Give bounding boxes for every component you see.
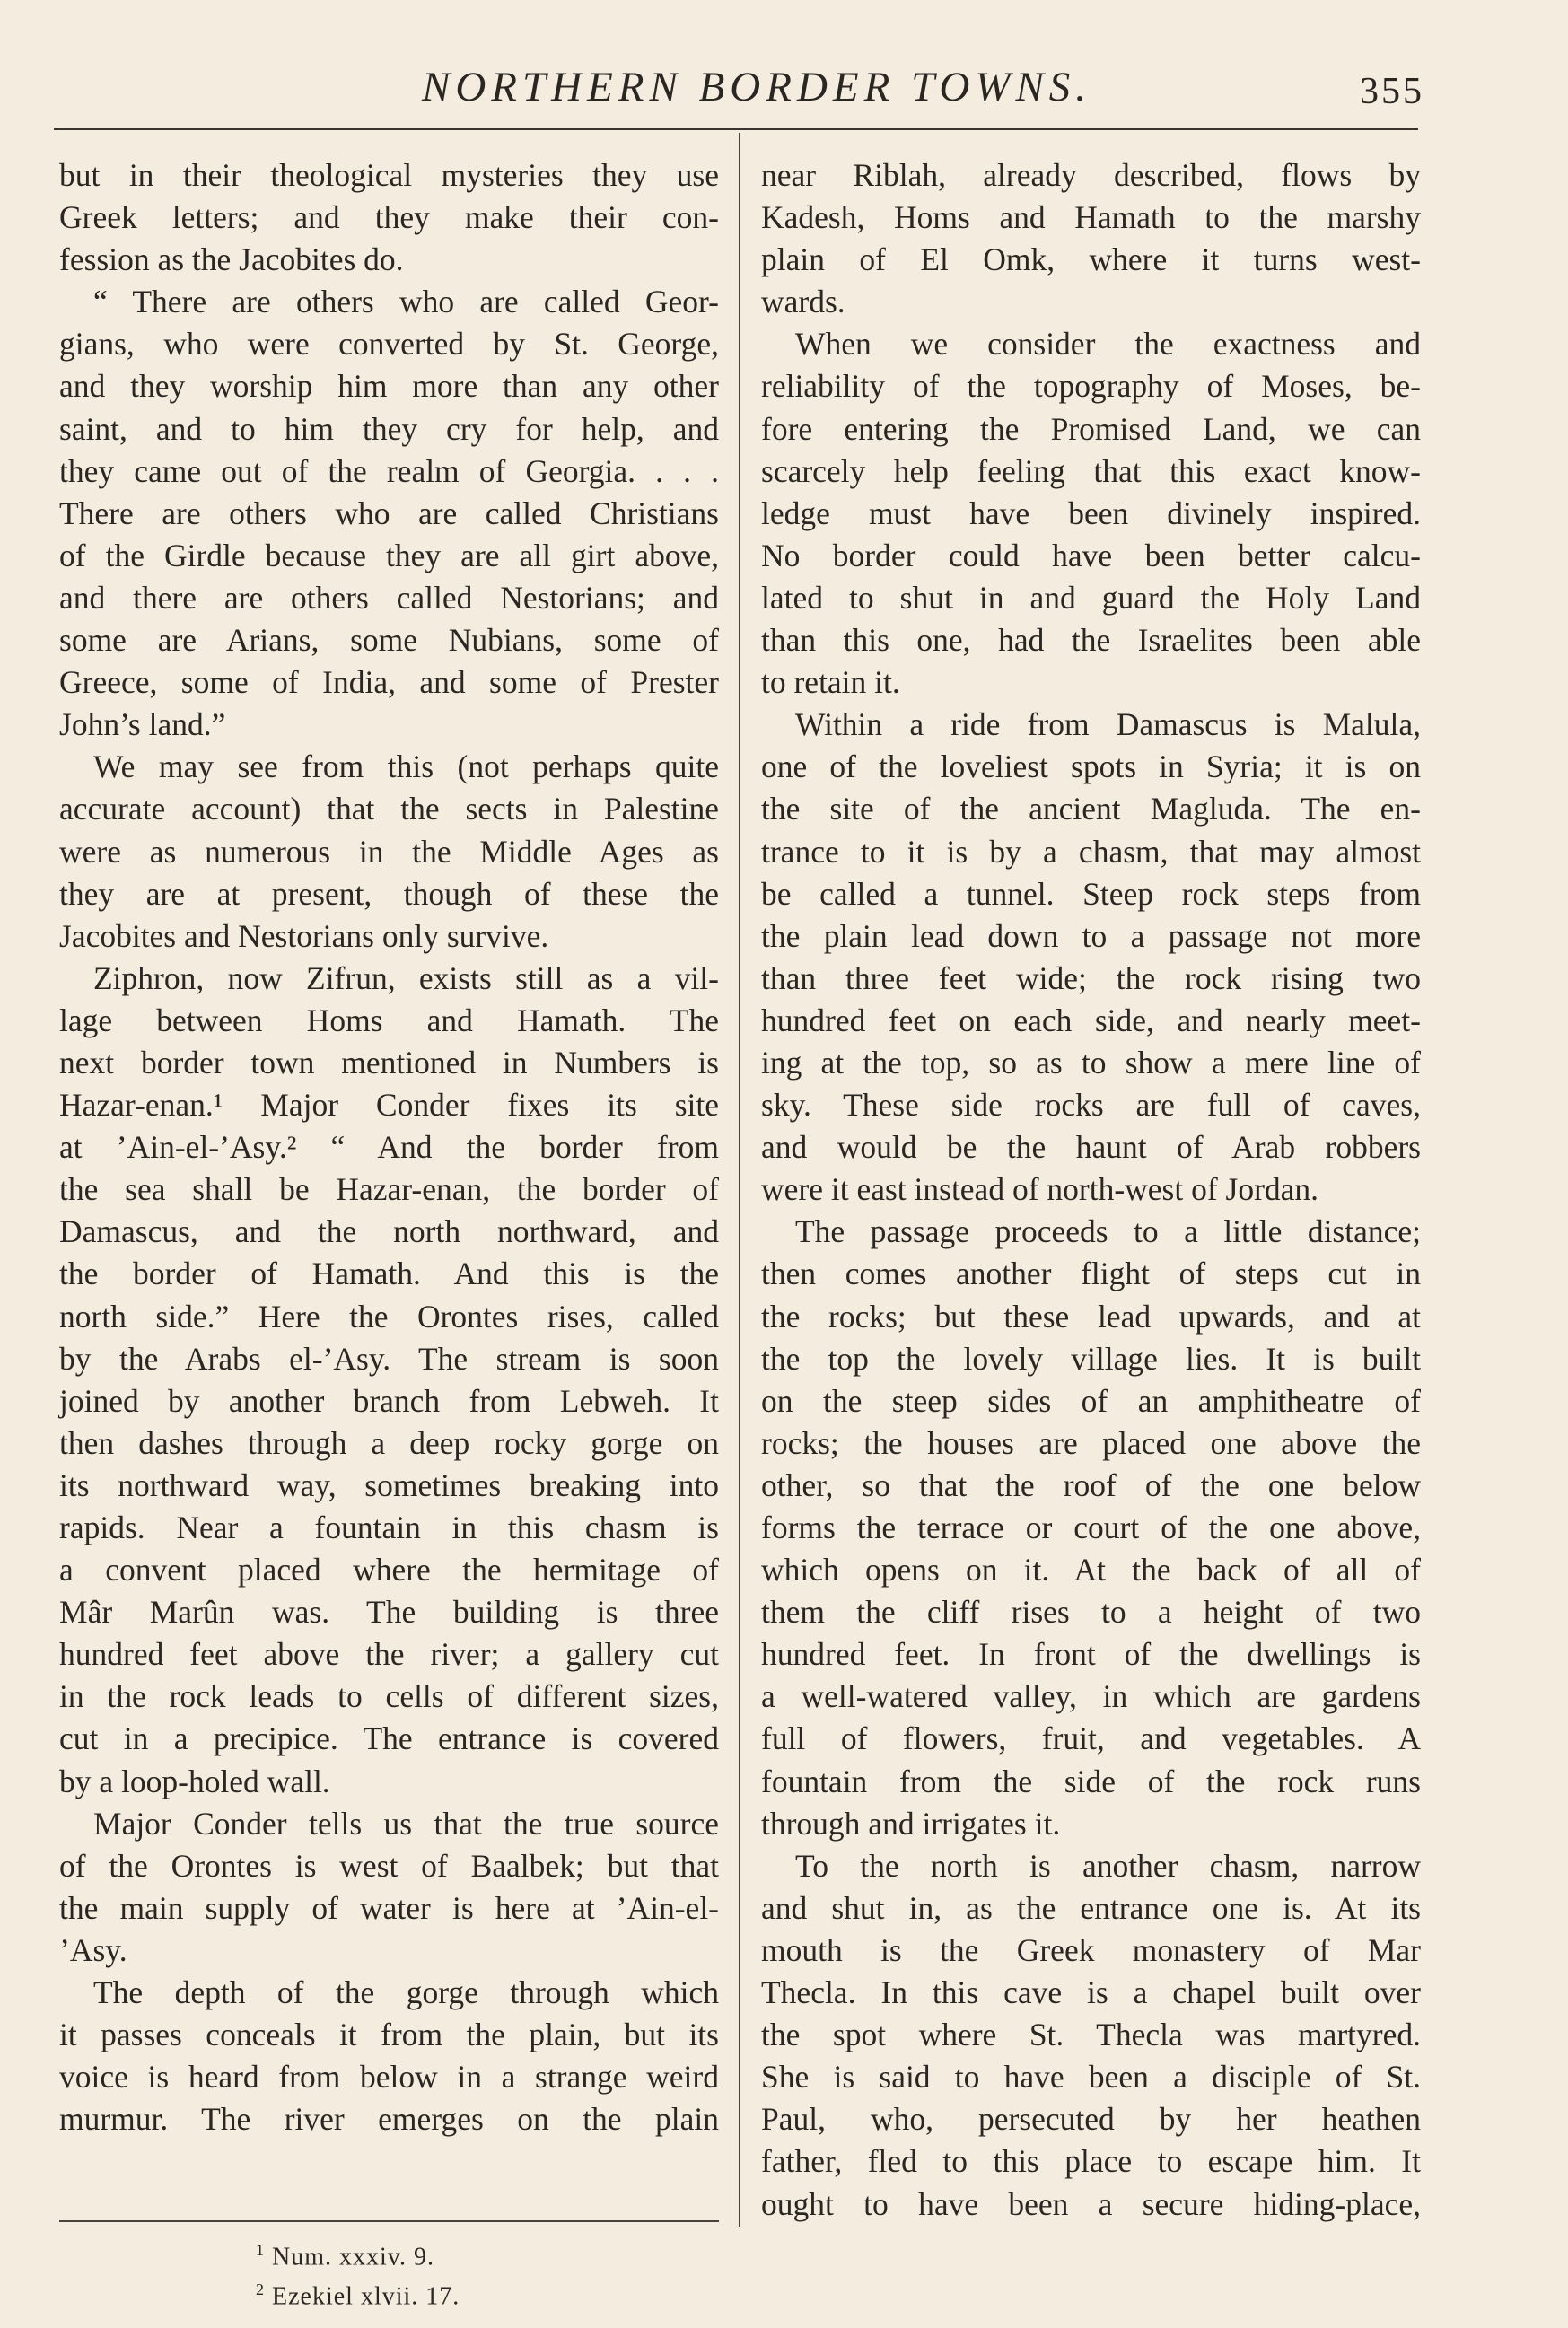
text-line: be called a tunnel. Steep rock steps from: [761, 875, 1421, 912]
text-line: hundred feet above the river; a gallery cut: [59, 1636, 719, 1673]
text-line: the site of the ancient Magluda. The en-: [761, 791, 1421, 827]
text-line: ought to have been a secure hiding-place,: [761, 2185, 1421, 2222]
text-line: of the Girdle because they are all girt above,: [59, 537, 719, 573]
footnote-mark: 2: [256, 2280, 265, 2299]
text-line: a well-watered valley, in which are gardens: [761, 1678, 1421, 1715]
running-head: [0, 63, 1568, 117]
text-line: some are Arians, some Nubians, some of: [59, 622, 719, 659]
text-line: joined by another branch from Lebweh. It: [59, 1382, 719, 1419]
text-line: mouth is the Greek monastery of Mar: [761, 1931, 1421, 1968]
footnote: [256, 2273, 705, 2313]
footnotes: [256, 2234, 705, 2314]
text-line: Greek letters; and they make their con-: [59, 199, 719, 236]
text-line: Greece, some of India, and some of Prester: [59, 664, 719, 701]
text-line: Within a ride from Damascus is Malula,: [795, 706, 1421, 743]
text-line: full of flowers, fruit, and vegetables. A: [761, 1720, 1421, 1757]
footnote-mark: 1: [256, 2241, 265, 2259]
text-line: John’s land.”: [59, 706, 226, 743]
text-line: reliability of the topography of Moses, be-: [761, 368, 1421, 405]
text-line: at ’Ain-el-’Asy.² “ And the border from: [59, 1129, 719, 1166]
text-line: fountain from the side of the rock runs: [761, 1763, 1421, 1799]
text-line: Thecla. In this cave is a chapel built over: [761, 1974, 1421, 2011]
text-line: wards.: [761, 284, 845, 320]
text-line: the spot where St. Thecla was martyred.: [761, 2017, 1421, 2053]
column-divider: [739, 133, 740, 2227]
page-title: NORTHERN BORDER TOWNS.: [422, 64, 1092, 110]
text-line: ledge must have been divinely inspired.: [761, 494, 1421, 531]
text-line: Jacobites and Nestorians only survive.: [59, 917, 549, 954]
text-line: No border could have been better calcu-: [761, 537, 1421, 573]
text-line: but in their theological mysteries they use: [59, 157, 719, 193]
footnote: [256, 2234, 705, 2273]
text-line: the border of Hamath. And this is the: [59, 1256, 719, 1292]
text-line: trance to it is by a chasm, that may almost: [761, 833, 1421, 870]
right-column: [761, 154, 1421, 2226]
text-line: north side.” Here the Orontes rises, called: [59, 1298, 719, 1335]
text-line: near Riblah, already described, flows by: [761, 157, 1421, 193]
text-line: the top the lovely village lies. It is built: [761, 1340, 1421, 1377]
text-line: than this one, had the Israelites been able: [761, 622, 1421, 659]
text-line: fession as the Jacobites do.: [59, 241, 404, 278]
left-column: [59, 154, 719, 2140]
text-line: The passage proceeds to a little distance;: [795, 1213, 1421, 1250]
text-line: Paul, who, persecuted by her heathen: [761, 2101, 1421, 2138]
text-line: forms the terrace or court of the one above,: [761, 1510, 1421, 1545]
text-line: Major Conder tells us that the true source: [93, 1805, 719, 1842]
text-line: which opens on it. At the back of all of: [761, 1552, 1421, 1588]
text-line: We may see from this (not perhaps quite: [93, 748, 719, 785]
footnote-text: Ezekiel xlvii. 17.: [272, 2282, 460, 2311]
text-line: then comes another flight of steps cut in: [761, 1256, 1421, 1292]
text-line: and would be the haunt of Arab robbers: [761, 1129, 1421, 1166]
text-line: the plain lead down to a passage not more: [761, 917, 1421, 954]
text-line: “ There are others who are called Geor-: [93, 284, 719, 320]
text-line: to retain it.: [761, 664, 900, 701]
text-line: To the north is another chasm, narrow: [795, 1847, 1421, 1884]
text-line: Kadesh, Homs and Hamath to the marshy: [761, 199, 1421, 236]
text-line: by the Arabs el-’Asy. The stream is soon: [59, 1340, 719, 1377]
text-line: cut in a precipice. The entrance is covered: [59, 1720, 719, 1757]
text-line: were as numerous in the Middle Ages as: [59, 833, 719, 870]
page-number: 355: [1360, 71, 1424, 112]
text-line: and there are others called Nestorians; and: [59, 579, 719, 616]
text-line: There are others who are called Christians: [59, 494, 719, 531]
text-line: Mâr Marûn was. The building is three: [59, 1594, 719, 1631]
text-line: lated to shut in and guard the Holy Land: [761, 579, 1421, 616]
footnote-rule: [59, 2220, 719, 2222]
text-line: on the steep sides of an amphitheatre of: [761, 1382, 1421, 1419]
text-line: next border town mentioned in Numbers is: [59, 1044, 719, 1081]
text-line: lage between Homs and Hamath. The: [59, 1002, 719, 1038]
text-line: plain of El Omk, where it turns west-: [761, 241, 1421, 278]
text-line: other, so that the roof of the one below: [761, 1466, 1421, 1503]
footnote-text: Num. xxxiv. 9.: [272, 2243, 434, 2271]
text-line: through and irrigates it.: [761, 1805, 1061, 1842]
text-line: gians, who were converted by St. George,: [59, 326, 719, 363]
text-line: rocks; the houses are placed one above the: [761, 1424, 1421, 1461]
text-line: the sea shall be Hazar-enan, the border of: [59, 1171, 719, 1208]
text-line: saint, and to him they cry for help, and: [59, 410, 719, 447]
text-line: Ziphron, now Zifrun, exists still as a vil-: [93, 959, 719, 996]
text-line: rapids. Near a fountain in this chasm is: [59, 1510, 719, 1545]
text-line: and shut in, as the entrance one is. At its: [761, 1889, 1421, 1926]
text-line: hundred feet. In front of the dwellings is: [761, 1636, 1421, 1673]
text-line: the rocks; but these lead upwards, and at: [761, 1298, 1421, 1335]
text-line: fore entering the Promised Land, we can: [761, 410, 1421, 447]
text-line: a convent placed where the hermitage of: [59, 1552, 719, 1588]
text-line: of the Orontes is west of Baalbek; but that: [59, 1847, 719, 1884]
text-line: The depth of the gorge through which: [93, 1974, 719, 2011]
text-line: sky. These side rocks are full of caves,: [761, 1087, 1421, 1124]
text-line: murmur. The river emerges on the plain: [59, 2101, 719, 2138]
header-rule: [54, 128, 1418, 130]
text-line: by a loop-holed wall.: [59, 1763, 330, 1799]
text-line: one of the loveliest spots in Syria; it is on: [761, 748, 1421, 785]
text-line: they came out of the realm of Georgia. . . .: [59, 452, 719, 489]
text-line: hundred feet on each side, and nearly meet-: [761, 1002, 1421, 1038]
text-line: it passes conceals it from the plain, but its: [59, 2017, 719, 2053]
text-line: were it east instead of north-west of Jordan.: [761, 1171, 1319, 1208]
text-line: its northward way, sometimes breaking into: [59, 1466, 719, 1503]
text-line: When we consider the exactness and: [795, 326, 1421, 363]
text-line: She is said to have been a disciple of St.: [761, 2059, 1421, 2096]
text-line: than three feet wide; the rock rising two: [761, 959, 1421, 996]
text-line: and they worship him more than any other: [59, 368, 719, 405]
text-line: scarcely help feeling that this exact know-: [761, 452, 1421, 489]
text-line: in the rock leads to cells of different sizes,: [59, 1678, 719, 1715]
text-line: ’Asy.: [59, 1931, 127, 1968]
text-line: ing at the top, so as to show a mere line of: [761, 1044, 1421, 1081]
text-line: father, fled to this place to escape him. It: [761, 2143, 1421, 2180]
text-line: them the cliff rises to a height of two: [761, 1594, 1421, 1631]
text-line: Hazar-enan.¹ Major Conder fixes its site: [59, 1087, 719, 1124]
text-line: voice is heard from below in a strange weird: [59, 2059, 719, 2096]
text-line: accurate account) that the sects in Palestine: [59, 791, 719, 827]
text-line: then dashes through a deep rocky gorge on: [59, 1424, 719, 1461]
text-line: Damascus, and the north northward, and: [59, 1213, 719, 1250]
text-line: they are at present, though of these the: [59, 875, 719, 912]
text-line: the main supply of water is here at ’Ain-el-: [59, 1889, 719, 1926]
